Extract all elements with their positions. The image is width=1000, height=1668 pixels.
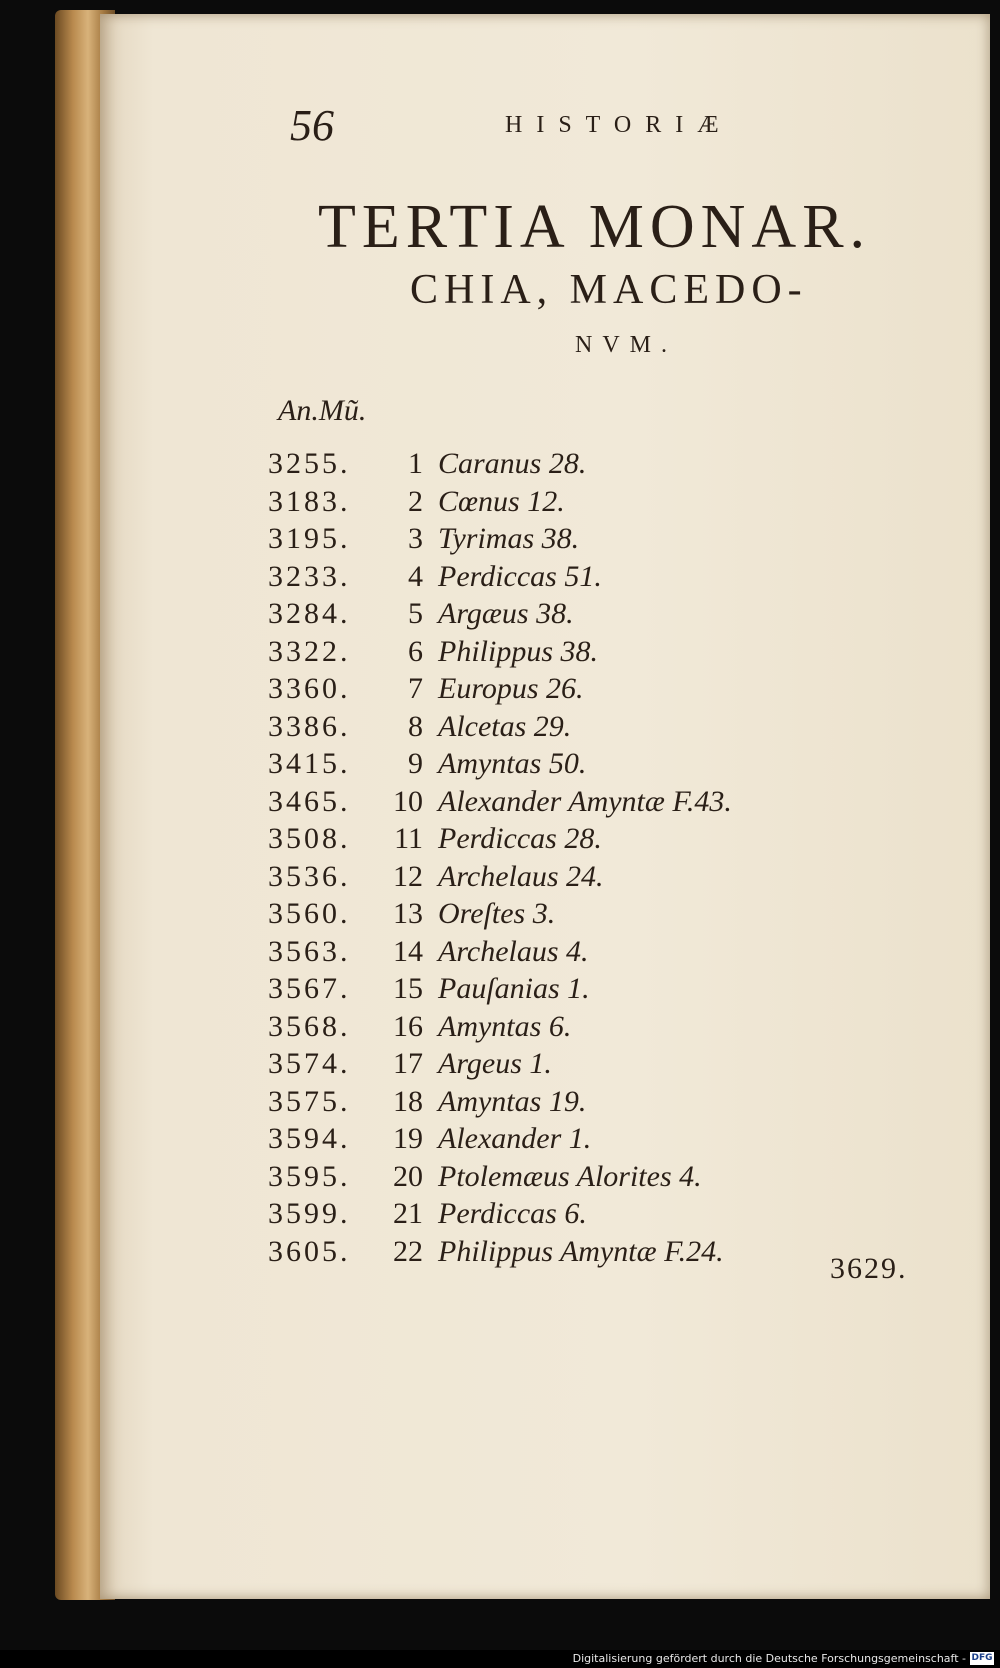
kings-table <box>268 447 928 1272</box>
row-number: 4 <box>408 559 423 593</box>
table-row <box>268 1047 928 1085</box>
row-year: 3465. <box>268 784 351 818</box>
row-king: Tyrimas 38. <box>438 522 580 555</box>
row-number: 15 <box>393 972 423 1005</box>
row-year: 3415. <box>268 747 351 780</box>
table-row <box>268 860 928 898</box>
row-king: Alcetas 29. <box>438 709 572 743</box>
table-row <box>268 1122 928 1160</box>
row-number: 18 <box>393 1084 423 1118</box>
row-year: 3536. <box>268 859 351 893</box>
row-number: 9 <box>408 747 423 780</box>
row-number: 8 <box>408 709 423 743</box>
row-king: Argeus 1. <box>438 1047 552 1080</box>
row-king: Amyntas 6. <box>438 1009 572 1043</box>
row-king: Archelaus 24. <box>438 859 604 893</box>
row-number: 22 <box>393 1234 423 1268</box>
title-line-3: NVM. <box>575 332 678 358</box>
row-number: 17 <box>393 1047 423 1080</box>
table-row <box>268 597 928 635</box>
row-number: 16 <box>393 1009 423 1043</box>
table-row <box>268 1085 928 1123</box>
row-number: 13 <box>393 897 423 930</box>
row-year: 3508. <box>268 822 351 855</box>
dfg-logo-icon: DFG <box>971 1653 993 1663</box>
row-year: 3575. <box>268 1084 351 1118</box>
table-row <box>268 785 928 823</box>
row-year: 3322. <box>268 634 351 668</box>
row-year: 3560. <box>268 897 351 930</box>
table-row <box>268 747 928 785</box>
row-number: 3 <box>408 522 423 555</box>
title-line-1: TERTIA MONAR. <box>318 193 872 261</box>
row-king: Ptolemæus Alorites 4. <box>438 1159 702 1193</box>
row-year: 3567. <box>268 972 351 1005</box>
row-year: 3599. <box>268 1197 351 1230</box>
row-king: Archelaus 4. <box>438 934 589 968</box>
digitization-credit: Digitalisierung gefördert durch die Deutsche Forschungsgemeinschaft - <box>572 1652 966 1665</box>
row-number: 21 <box>393 1197 423 1230</box>
table-row <box>268 897 928 935</box>
table-row <box>268 447 928 485</box>
row-number: 1 <box>408 447 423 480</box>
table-row <box>268 560 928 598</box>
row-number: 6 <box>408 634 423 668</box>
row-king: Pauſanias 1. <box>438 972 590 1005</box>
table-row <box>268 1235 928 1273</box>
row-number: 7 <box>408 672 423 705</box>
row-year: 3563. <box>268 934 351 968</box>
row-number: 2 <box>408 484 423 518</box>
table-row <box>268 1197 928 1235</box>
row-king: Alexander 1. <box>438 1122 592 1155</box>
column-header-anno-mundi: An.Mũ. <box>278 394 367 427</box>
row-year: 3568. <box>268 1009 351 1043</box>
row-king: Amyntas 19. <box>438 1084 587 1118</box>
row-number: 5 <box>408 597 423 630</box>
row-year: 3183. <box>268 484 351 518</box>
row-king: Perdiccas 51. <box>438 559 602 593</box>
row-year: 3233. <box>268 559 351 593</box>
row-king: Philippus Amyntæ F.24. <box>438 1234 724 1268</box>
table-row <box>268 672 928 710</box>
row-year: 3386. <box>268 709 351 743</box>
row-king: Argæus 38. <box>438 597 574 630</box>
row-number: 10 <box>393 784 423 818</box>
row-king: Caranus 28. <box>438 447 587 480</box>
table-row <box>268 1010 928 1048</box>
table-row <box>268 710 928 748</box>
row-year: 3594. <box>268 1122 351 1155</box>
table-row <box>268 522 928 560</box>
running-head: HISTORIÆ <box>505 112 733 138</box>
row-king: Oreſtes 3. <box>438 897 556 930</box>
row-year: 3595. <box>268 1159 351 1193</box>
table-row <box>268 485 928 523</box>
row-king: Philippus 38. <box>438 634 599 668</box>
title-line-2: CHIA, MACEDO- <box>410 267 808 313</box>
row-year: 3574. <box>268 1047 351 1080</box>
table-row <box>268 635 928 673</box>
row-number: 12 <box>393 859 423 893</box>
row-king: Perdiccas 6. <box>438 1197 587 1230</box>
page-content <box>100 14 990 1599</box>
row-king: Amyntas 50. <box>438 747 587 780</box>
row-king: Alexander Amyntæ F.43. <box>438 784 732 818</box>
catchword: 3629. <box>830 1252 908 1285</box>
row-king: Perdiccas 28. <box>438 822 602 855</box>
table-row <box>268 1160 928 1198</box>
row-year: 3195. <box>268 522 351 555</box>
row-year: 3284. <box>268 597 351 630</box>
book-page <box>100 14 990 1599</box>
row-king: Cœnus 12. <box>438 484 565 518</box>
row-year: 3605. <box>268 1234 351 1268</box>
row-number: 19 <box>393 1122 423 1155</box>
table-row <box>268 935 928 973</box>
row-king: Europus 26. <box>438 672 584 705</box>
page-number: 56 <box>290 101 334 150</box>
table-row <box>268 822 928 860</box>
row-number: 20 <box>393 1159 423 1193</box>
row-year: 3255. <box>268 447 351 480</box>
row-year: 3360. <box>268 672 351 705</box>
table-row <box>268 972 928 1010</box>
row-number: 11 <box>394 822 423 855</box>
row-number: 14 <box>393 934 423 968</box>
